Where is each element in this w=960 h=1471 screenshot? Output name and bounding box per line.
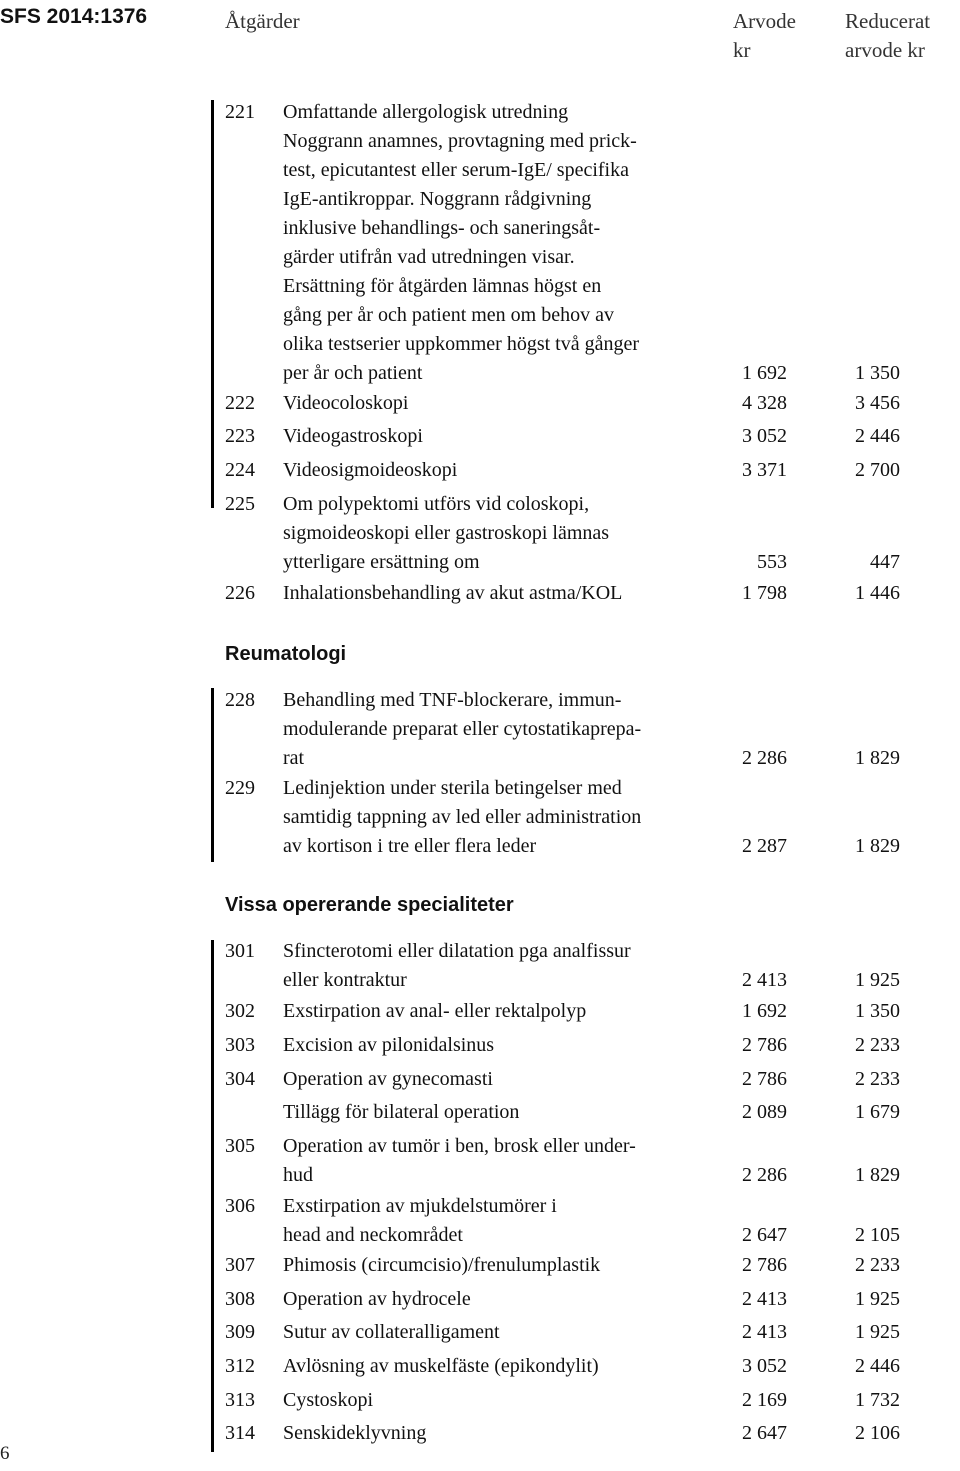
description-line: Exstirpation av mjukdelstumörer i <box>283 1195 557 1217</box>
fee-amount: 2 786 <box>742 1254 787 1276</box>
fee-amount: 3 371 <box>742 459 787 481</box>
action-code: 229 <box>225 777 255 799</box>
table-row <box>0 1031 960 1060</box>
action-code: 222 <box>225 392 255 414</box>
description-line: Behandling med TNF-blockerare, immun- <box>283 689 622 711</box>
description-line: rat <box>283 747 305 769</box>
description-line: Inhalationsbehandling av akut astma/KOL <box>283 582 623 604</box>
fee-amount: 2 647 <box>742 1422 787 1444</box>
table-row <box>0 422 960 451</box>
action-code: 305 <box>225 1135 255 1157</box>
action-description <box>283 937 713 995</box>
fee-amount: 2 786 <box>742 1034 787 1056</box>
fee-amount: 2 413 <box>742 969 787 991</box>
table-row <box>0 937 960 995</box>
action-description <box>283 1098 713 1127</box>
action-description <box>283 1031 713 1060</box>
reduced-fee-amount: 2 233 <box>855 1254 900 1276</box>
fee-amount: 1 798 <box>742 582 787 604</box>
description-line: hud <box>283 1164 313 1186</box>
reduced-fee-amount: 1 350 <box>855 1000 900 1022</box>
table-row <box>0 774 960 861</box>
description-line: Videocoloskopi <box>283 392 409 414</box>
description-line: test, epicutantest eller serum-IgE/ specifika <box>283 159 629 181</box>
description-line: Sfincterotomi eller dilatation pga analfissur <box>283 940 631 962</box>
fee-amount: 2 286 <box>742 747 787 769</box>
description-line: Cystoskopi <box>283 1389 374 1411</box>
description-line: eller kontraktur <box>283 969 407 991</box>
description-line: Senskideklyvning <box>283 1422 427 1444</box>
description-line: gärder utifrån vad utredningen visar. <box>283 246 575 268</box>
reduced-fee-amount: 1 925 <box>855 1288 900 1310</box>
action-description <box>283 1318 713 1347</box>
description-line: per år och patient <box>283 362 423 384</box>
reduced-fee-amount: 3 456 <box>855 392 900 414</box>
action-code: 304 <box>225 1068 255 1090</box>
action-description <box>283 686 713 773</box>
action-code: 314 <box>225 1422 255 1444</box>
description-line: Operation av tumör i ben, brosk eller under- <box>283 1135 636 1157</box>
table-row <box>0 1352 960 1381</box>
table-row <box>0 98 960 388</box>
action-description <box>283 1132 713 1190</box>
reduced-fee-amount: 2 233 <box>855 1068 900 1090</box>
description-line: Videosigmoideoskopi <box>283 459 458 481</box>
description-line: Om polypektomi utförs vid coloskopi, <box>283 493 590 515</box>
reduced-fee-amount: 2 700 <box>855 459 900 481</box>
action-code: 307 <box>225 1254 255 1276</box>
action-code: 313 <box>225 1389 255 1411</box>
description-line: Noggrann anamnes, provtagning med prick- <box>283 130 637 152</box>
table-row <box>0 579 960 608</box>
description-line: modulerande preparat eller cytostatikaprepa- <box>283 718 642 740</box>
description-line: inklusive behandlings- och saneringsåt- <box>283 217 601 239</box>
action-description <box>283 456 713 485</box>
reduced-fee-amount: 447 <box>870 551 900 573</box>
fee-amount: 2 287 <box>742 835 787 857</box>
action-code: 226 <box>225 582 255 604</box>
section-heading: Vissa opererande specialiteter <box>225 894 514 916</box>
reduced-fee-amount: 1 925 <box>855 969 900 991</box>
column-header-fee-line: kr <box>733 38 751 62</box>
reduced-fee-amount: 1 829 <box>855 835 900 857</box>
column-header-reduced-line: Reducerat <box>845 9 931 33</box>
table-row <box>0 389 960 418</box>
description-line: head and neckområdet <box>283 1224 463 1246</box>
action-description <box>283 1192 713 1250</box>
action-description <box>283 997 713 1026</box>
description-line: Operation av gynecomasti <box>283 1068 493 1090</box>
description-line: Phimosis (circumcisio)/frenulumplastik <box>283 1254 601 1276</box>
description-line: Tillägg för bilateral operation <box>283 1101 520 1123</box>
fee-amount: 4 328 <box>742 392 787 414</box>
description-line: gång per år och patient men om behov av <box>283 304 614 326</box>
description-line: av kortison i tre eller flera leder <box>283 835 537 857</box>
column-header-fee-line: Arvode <box>733 9 796 33</box>
table-row <box>0 490 960 577</box>
description-line: Sutur av collateralligament <box>283 1321 500 1343</box>
reduced-fee-amount: 2 446 <box>855 1355 900 1377</box>
reduced-fee-amount: 2 105 <box>855 1224 900 1246</box>
table-row <box>0 1065 960 1094</box>
fee-amount: 2 786 <box>742 1068 787 1090</box>
action-description <box>283 1386 713 1415</box>
reduced-fee-amount: 2 106 <box>855 1422 900 1444</box>
action-code: 303 <box>225 1034 255 1056</box>
section-heading: Reumatologi <box>225 643 347 665</box>
column-header-reduced-fee <box>845 7 930 65</box>
action-description <box>283 1065 713 1094</box>
reduced-fee-amount: 1 446 <box>855 582 900 604</box>
column-header-fee <box>733 7 796 65</box>
action-code: 221 <box>225 101 255 123</box>
fee-amount: 2 413 <box>742 1321 787 1343</box>
action-code: 309 <box>225 1321 255 1343</box>
table-row <box>0 1318 960 1347</box>
table-row <box>0 1132 960 1190</box>
table-row <box>0 1251 960 1280</box>
reduced-fee-amount: 2 233 <box>855 1034 900 1056</box>
description-line: Avlösning av muskelfäste (epikondylit) <box>283 1355 599 1377</box>
fee-amount: 3 052 <box>742 425 787 447</box>
table-row <box>0 1386 960 1415</box>
reduced-fee-amount: 1 679 <box>855 1101 900 1123</box>
action-description <box>283 1285 713 1314</box>
fee-amount: 3 052 <box>742 1355 787 1377</box>
action-code: 308 <box>225 1288 255 1310</box>
fee-amount: 553 <box>757 551 787 573</box>
page-number: 6 <box>0 1443 10 1464</box>
fee-amount: 1 692 <box>742 362 787 384</box>
table-row <box>0 456 960 485</box>
reduced-fee-amount: 1 829 <box>855 1164 900 1186</box>
fee-amount: 2 089 <box>742 1101 787 1123</box>
table-row <box>0 997 960 1026</box>
column-header-action: Åtgärder <box>225 9 300 33</box>
description-line: Exstirpation av anal- eller rektalpolyp <box>283 1000 587 1022</box>
description-line: Ledinjektion under sterila betingelser med <box>283 777 622 799</box>
fee-amount: 2 413 <box>742 1288 787 1310</box>
action-code: 302 <box>225 1000 255 1022</box>
reduced-fee-amount: 1 829 <box>855 747 900 769</box>
action-description <box>283 389 713 418</box>
description-line: Omfattande allergologisk utredning <box>283 101 569 123</box>
action-description <box>283 490 713 577</box>
table-row <box>0 1285 960 1314</box>
description-line: ytterligare ersättning om <box>283 551 480 573</box>
description-line: sigmoideoskopi eller gastroskopi lämnas <box>283 522 610 544</box>
action-description <box>283 1251 713 1280</box>
description-line: Operation av hydrocele <box>283 1288 471 1310</box>
action-code: 306 <box>225 1195 255 1217</box>
action-code: 223 <box>225 425 255 447</box>
action-description <box>283 579 713 608</box>
action-code: 225 <box>225 493 255 515</box>
table-row <box>0 1098 960 1127</box>
description-line: Ersättning för åtgärden lämnas högst en <box>283 275 602 297</box>
document-reference: SFS 2014:1376 <box>0 5 148 28</box>
description-line: olika testserier uppkommer högst två gånger <box>283 333 640 355</box>
action-code: 224 <box>225 459 255 481</box>
action-description <box>283 1352 713 1381</box>
table-row <box>0 1419 960 1448</box>
action-code: 228 <box>225 689 255 711</box>
reduced-fee-amount: 1 732 <box>855 1389 900 1411</box>
fee-amount: 2 286 <box>742 1164 787 1186</box>
action-description <box>283 1419 713 1448</box>
action-description <box>283 774 713 861</box>
table-row <box>0 1192 960 1250</box>
reduced-fee-amount: 1 350 <box>855 362 900 384</box>
table-row <box>0 686 960 773</box>
description-line: Videogastroskopi <box>283 425 423 447</box>
fee-amount: 2 647 <box>742 1224 787 1246</box>
column-header-reduced-line: arvode kr <box>845 38 925 62</box>
description-line: samtidig tappning av led eller administration <box>283 806 642 828</box>
action-code: 301 <box>225 940 255 962</box>
fee-amount: 1 692 <box>742 1000 787 1022</box>
action-description <box>283 98 713 388</box>
action-code: 312 <box>225 1355 255 1377</box>
reduced-fee-amount: 1 925 <box>855 1321 900 1343</box>
description-line: Excision av pilonidalsinus <box>283 1034 495 1056</box>
reduced-fee-amount: 2 446 <box>855 425 900 447</box>
action-description <box>283 422 713 451</box>
fee-amount: 2 169 <box>742 1389 787 1411</box>
description-line: IgE-antikroppar. Noggrann rådgivning <box>283 188 592 210</box>
